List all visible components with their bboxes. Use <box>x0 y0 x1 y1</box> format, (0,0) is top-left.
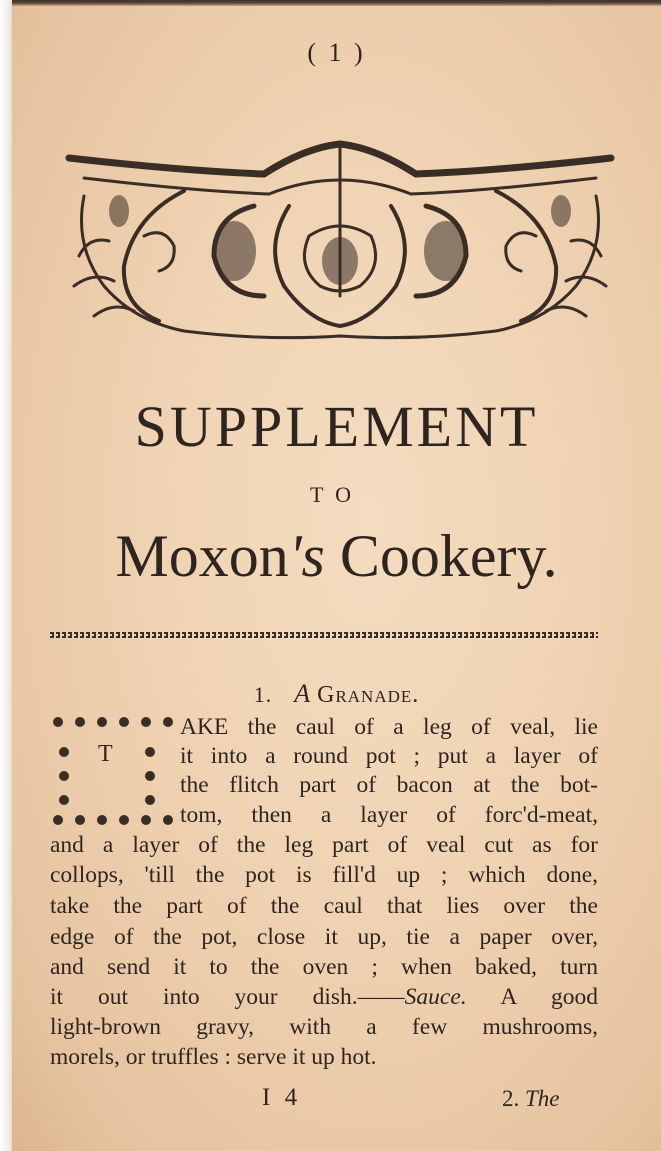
recipe-line: it into a round pot ; put a layer of <box>180 743 598 769</box>
recipe-line-sauce <box>50 986 598 1010</box>
recipe-line: the flitch part of bacon at the bot- <box>180 772 598 798</box>
recipe-line: and a layer of the leg part of veal cut as for <box>50 832 598 858</box>
recipe-line: morels, or truffles : serve it up hot. <box>50 1044 377 1070</box>
sauce-label: Sauce. <box>404 984 467 1010</box>
left-page-edge <box>0 0 12 1151</box>
catchword-text: The <box>525 1086 560 1111</box>
subtitle-name: Moxon <box>115 523 289 589</box>
recipe-line: AKE the caul of a leg of veal, lie <box>180 714 598 740</box>
recipe-heading <box>12 679 661 709</box>
subtitle <box>12 523 661 589</box>
recipe-line: light-brown gravy, with a few mushrooms, <box>50 1014 598 1040</box>
catchword <box>502 1086 560 1112</box>
subtitle-rest: Cookery. <box>324 523 558 589</box>
recipe-line-tail: A good <box>500 984 598 1010</box>
recipe-line-text: it out into your dish.—— <box>50 984 405 1010</box>
title: SUPPLEMENT <box>134 394 539 459</box>
title-connector: TO <box>310 482 363 507</box>
recipe-number: 1. <box>253 682 273 707</box>
headpiece-ornament <box>64 136 616 351</box>
recipe-line: and send it to the oven ; when baked, turn <box>50 954 598 980</box>
signature-mark: I 4 <box>262 1084 302 1111</box>
recipe-line: collops, 'till the pot is fill'd up ; which done, <box>50 862 598 888</box>
recipe-line: take the part of the caul that lies over the <box>50 893 598 919</box>
catchword-number: 2. <box>502 1086 520 1111</box>
recipe-name: Granade. <box>317 682 420 708</box>
recipe-line: tom, then a layer of forc'd-meat, <box>180 802 598 828</box>
subtitle-possessive: 's <box>288 523 325 589</box>
decorated-initial: T <box>98 741 113 767</box>
recipe-line: edge of the pot, close it up, tie a paper over, <box>50 924 598 950</box>
recipe-article: A <box>294 679 312 708</box>
decorated-initial-border <box>50 714 182 828</box>
page-number: ( 1 ) <box>307 38 366 67</box>
decorative-rule <box>50 630 598 640</box>
book-page <box>12 6 661 1151</box>
